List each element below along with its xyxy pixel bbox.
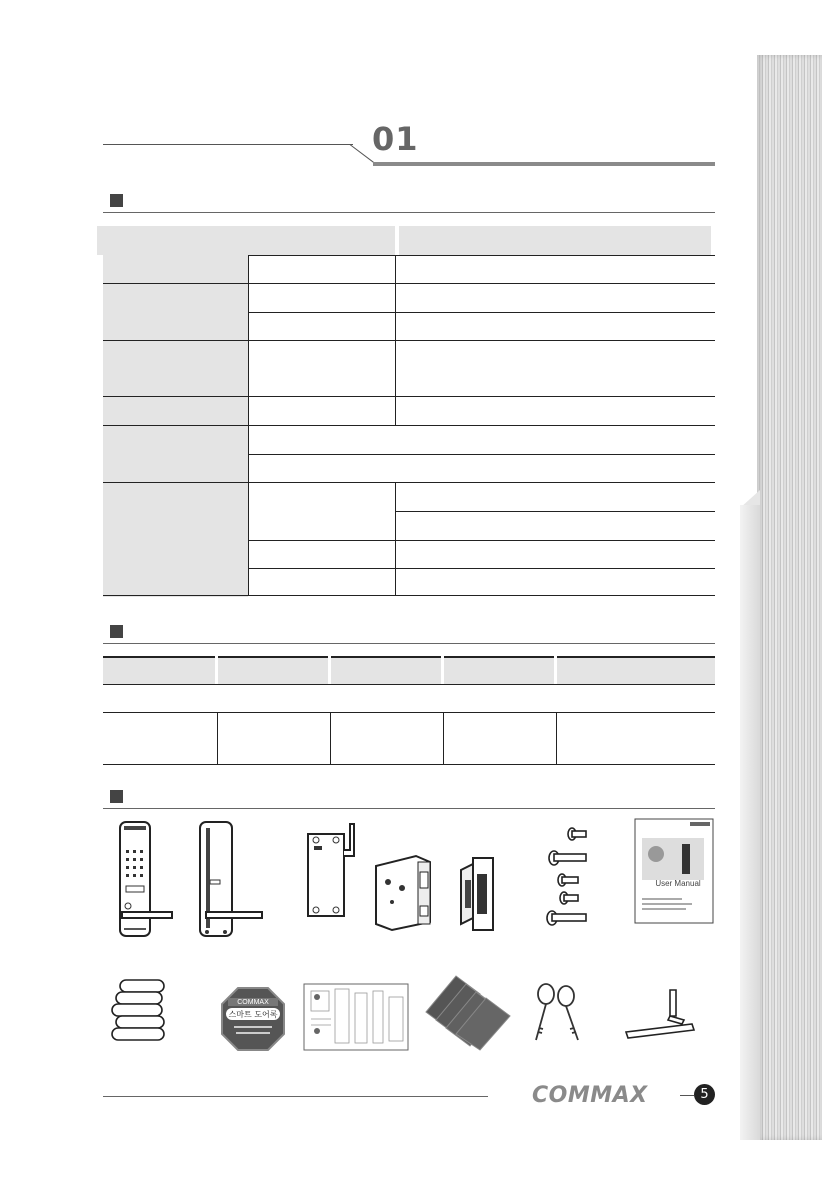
sticker-title: 스마트 도어록 [228,1010,278,1019]
options-col-divider [556,712,557,764]
spec-row [103,483,715,511]
front-lock-icon [112,820,174,940]
sticker-icon [218,984,288,1054]
spec-row [103,312,715,341]
spec-row [103,568,715,596]
hex-wrench-icon [622,986,698,1042]
spec-row-label [103,255,248,283]
spec-header-cell-left [97,226,395,255]
spec-header-cell-right [399,226,711,255]
rear-lock-icon [196,820,264,940]
spec-row [103,284,715,313]
sticker-brand: COMMAX [237,999,269,1006]
page-number-dash [680,1095,694,1096]
page-edge-tab [740,505,760,1140]
screws-icon [542,824,592,932]
spec-col-divider [248,426,249,596]
mortise-icon [372,852,436,932]
section-square-icon [110,194,123,207]
header-rule-left [103,144,353,145]
footer-rule [103,1096,488,1097]
page-edge-strip [757,55,822,1140]
rf-cards-icon [422,968,512,1052]
section-title-components [103,790,715,809]
spec-row [103,454,715,483]
spec-col-divider [395,255,396,426]
page-number: 5 [694,1084,715,1105]
spec-row [103,397,715,426]
spec-header-row [103,226,715,256]
options-header-cell [218,656,328,684]
section-title-options [103,625,715,644]
options-header-cell [103,656,215,684]
manual-cover-title: User Manual [655,879,701,888]
header-rule-diagonal [349,144,374,163]
spec-row-label [103,341,248,396]
chapter-number: 01 [372,120,419,158]
spec-row [103,540,715,569]
user-manual-icon [634,818,716,926]
options-header-cell [331,656,441,684]
batteries-icon [106,972,178,1048]
spec-col-divider [248,255,249,426]
options-col-divider [443,712,444,764]
options-col-divider [217,712,218,764]
options-row-divider [103,684,715,685]
options-col-divider [330,712,331,764]
section-square-icon [110,625,123,638]
keys-icon [530,982,586,1044]
spec-col-divider [395,483,396,596]
header-rule-right [373,162,715,166]
options-row-divider [103,712,715,713]
template-sheet-icon [303,983,409,1051]
strike-plate-icon [455,856,499,934]
spec-row [103,341,715,397]
brand-logo: COMMAX [532,1083,648,1108]
spec-row [103,255,715,284]
spec-row [103,512,715,541]
back-plate-icon [302,820,362,920]
options-header-cell [557,656,715,684]
spec-row [103,426,715,455]
options-row-divider [103,764,715,765]
section-title-specifications [103,194,715,213]
spec-row-label [103,397,248,425]
spec-col-divider [395,255,396,256]
section-square-icon [110,790,123,803]
options-header-cell [444,656,554,684]
